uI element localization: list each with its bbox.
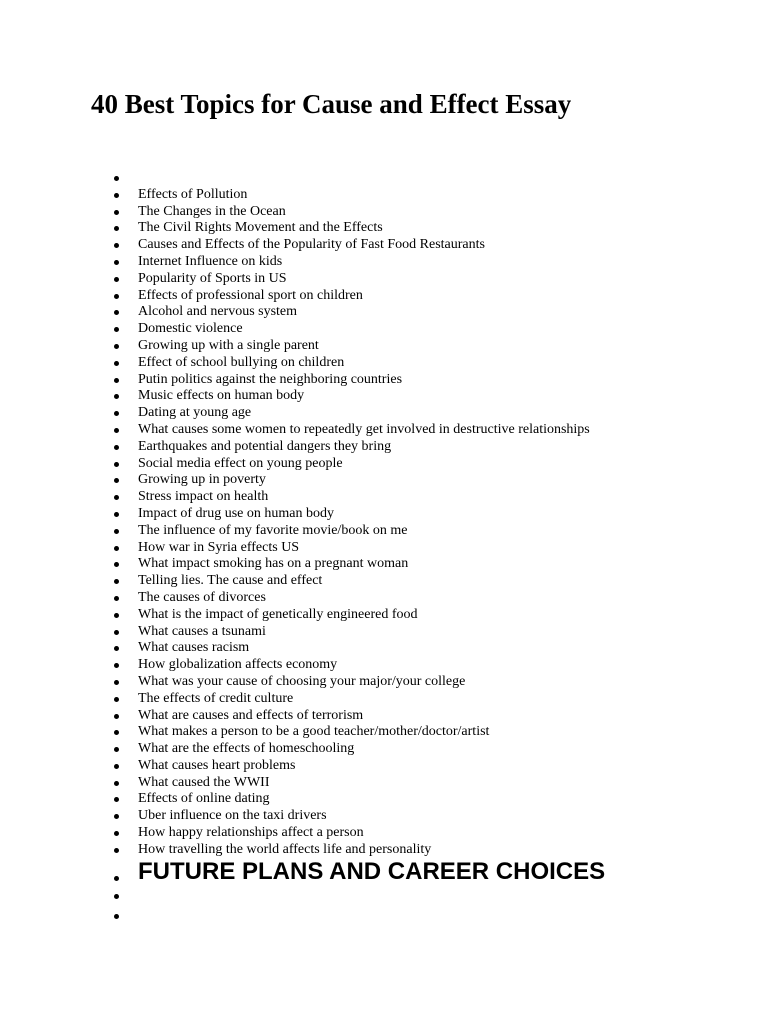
topic-text: Effects of online dating bbox=[138, 791, 270, 807]
bullet-icon bbox=[114, 294, 119, 299]
list-item bbox=[0, 724, 768, 741]
bullet-icon bbox=[114, 831, 119, 836]
bullet-icon bbox=[114, 327, 119, 332]
list-item bbox=[0, 271, 768, 288]
bullet-icon bbox=[114, 848, 119, 853]
list-item bbox=[0, 321, 768, 338]
bullet-icon bbox=[114, 814, 119, 819]
list-item bbox=[0, 472, 768, 489]
topic-text: What is the impact of genetically engineered food bbox=[138, 606, 418, 622]
bullet-icon bbox=[114, 646, 119, 651]
topic-text: Growing up with a single parent bbox=[138, 337, 319, 353]
list-item bbox=[0, 204, 768, 221]
bullet-icon bbox=[114, 428, 119, 433]
list-item bbox=[0, 405, 768, 422]
list-item bbox=[0, 791, 768, 808]
bullet-icon bbox=[114, 764, 119, 769]
list-item bbox=[0, 304, 768, 321]
bullet-icon bbox=[114, 747, 119, 752]
bullet-icon bbox=[114, 663, 119, 668]
list-item bbox=[0, 355, 768, 372]
bullet-icon bbox=[114, 797, 119, 802]
list-item bbox=[0, 170, 768, 187]
list-item bbox=[0, 708, 768, 725]
topic-text: Stress impact on health bbox=[138, 489, 269, 505]
topic-text: How globalization affects economy bbox=[138, 657, 338, 673]
bullet-icon bbox=[114, 730, 119, 735]
section-heading-item bbox=[0, 856, 768, 888]
list-item bbox=[0, 775, 768, 792]
list-item bbox=[0, 338, 768, 355]
bullet-icon bbox=[114, 512, 119, 517]
list-item bbox=[0, 187, 768, 204]
topic-text: What causes a tsunami bbox=[138, 623, 266, 639]
list-item bbox=[0, 288, 768, 305]
empty-list-item bbox=[0, 888, 768, 908]
page-title: 40 Best Topics for Cause and Effect Essay bbox=[91, 89, 572, 119]
bullet-icon bbox=[114, 714, 119, 719]
list-item bbox=[0, 372, 768, 389]
list-item bbox=[0, 556, 768, 573]
topic-text: Internet Influence on kids bbox=[138, 253, 283, 269]
bullet-icon bbox=[114, 680, 119, 685]
bullet-icon bbox=[114, 495, 119, 500]
list-item bbox=[0, 674, 768, 691]
topic-text: Dating at young age bbox=[138, 405, 252, 421]
topic-text: What makes a person to be a good teacher/mother/doctor/artist bbox=[138, 724, 490, 740]
bullet-icon bbox=[114, 914, 119, 919]
topic-text: What was your cause of choosing your major/your college bbox=[138, 673, 466, 689]
topic-text: Growing up in poverty bbox=[138, 472, 266, 488]
bullet-icon bbox=[114, 876, 119, 881]
empty-list-item bbox=[0, 908, 768, 928]
bullet-icon bbox=[114, 562, 119, 567]
bullet-icon bbox=[114, 411, 119, 416]
topic-text: The causes of divorces bbox=[138, 589, 266, 605]
bullet-icon bbox=[114, 529, 119, 534]
topic-text: Putin politics against the neighboring countries bbox=[138, 371, 403, 387]
list-item bbox=[0, 657, 768, 674]
list-item bbox=[0, 456, 768, 473]
list-item bbox=[0, 741, 768, 758]
topic-text: Causes and Effects of the Popularity of Fast Food Restaurants bbox=[138, 237, 485, 253]
topic-text: Music effects on human body bbox=[138, 388, 305, 404]
topic-text: What are the effects of homeschooling bbox=[138, 741, 355, 757]
list-item bbox=[0, 573, 768, 590]
list-item bbox=[0, 758, 768, 775]
topic-text: The Civil Rights Movement and the Effects bbox=[138, 220, 383, 236]
section-heading: FUTURE PLANS AND CAREER CHOICES bbox=[138, 858, 606, 885]
bullet-icon bbox=[114, 596, 119, 601]
bullet-icon bbox=[114, 462, 119, 467]
bullet-icon bbox=[114, 243, 119, 248]
topic-text: Popularity of Sports in US bbox=[138, 270, 287, 286]
topic-text: Earthquakes and potential dangers they bring bbox=[138, 438, 392, 454]
bullet-icon bbox=[114, 344, 119, 349]
topic-text: Effect of school bullying on children bbox=[138, 354, 345, 370]
bullet-icon bbox=[114, 546, 119, 551]
topic-text: How happy relationships affect a person bbox=[138, 825, 364, 841]
bullet-icon bbox=[114, 378, 119, 383]
topic-text: Effects of Pollution bbox=[138, 186, 248, 202]
bullet-icon bbox=[114, 781, 119, 786]
topic-text: Social media effect on young people bbox=[138, 455, 343, 471]
bullet-icon bbox=[114, 277, 119, 282]
bullet-icon bbox=[114, 260, 119, 265]
bullet-icon bbox=[114, 193, 119, 198]
topic-text: Telling lies. The cause and effect bbox=[138, 573, 323, 589]
topic-text: The effects of credit culture bbox=[138, 690, 294, 706]
topic-text: What impact smoking has on a pregnant woman bbox=[138, 556, 409, 572]
list-item bbox=[0, 439, 768, 456]
topic-text: Alcohol and nervous system bbox=[138, 304, 298, 320]
topic-text: What causes heart problems bbox=[138, 757, 296, 773]
topic-text: Domestic violence bbox=[138, 321, 243, 337]
list-item bbox=[0, 220, 768, 237]
bullet-icon bbox=[114, 176, 119, 181]
topic-text: How travelling the world affects life and personality bbox=[138, 841, 432, 857]
topic-text: Uber influence on the taxi drivers bbox=[138, 808, 327, 824]
list-item bbox=[0, 254, 768, 271]
list-item bbox=[0, 237, 768, 254]
bullet-icon bbox=[114, 630, 119, 635]
list-item bbox=[0, 808, 768, 825]
bullet-icon bbox=[114, 226, 119, 231]
bullet-icon bbox=[114, 613, 119, 618]
list-item bbox=[0, 607, 768, 624]
topic-text: What are causes and effects of terrorism bbox=[138, 707, 364, 723]
list-item bbox=[0, 825, 768, 842]
bullet-icon bbox=[114, 310, 119, 315]
section-list bbox=[0, 856, 768, 928]
topic-text: What causes some women to repeatedly get involved in destructive relationships bbox=[138, 421, 590, 437]
bullet-icon bbox=[114, 579, 119, 584]
topic-text: Effects of professional sport on children bbox=[138, 287, 363, 303]
bullet-icon bbox=[114, 445, 119, 450]
list-item bbox=[0, 540, 768, 557]
topic-text: What caused the WWII bbox=[138, 774, 270, 790]
list-item bbox=[0, 691, 768, 708]
list-item bbox=[0, 590, 768, 607]
list-item bbox=[0, 489, 768, 506]
list-item bbox=[0, 422, 768, 439]
topic-text: The influence of my favorite movie/book on me bbox=[138, 522, 408, 538]
list-item bbox=[0, 506, 768, 523]
bullet-icon bbox=[114, 478, 119, 483]
list-item bbox=[0, 624, 768, 641]
topic-text: What causes racism bbox=[138, 640, 250, 656]
list-item bbox=[0, 523, 768, 540]
bullet-icon bbox=[114, 210, 119, 215]
topic-text: How war in Syria effects US bbox=[138, 539, 300, 555]
topic-text: Impact of drug use on human body bbox=[138, 505, 334, 521]
list-item bbox=[0, 640, 768, 657]
topic-list bbox=[0, 170, 768, 859]
bullet-icon bbox=[114, 394, 119, 399]
topic-text: The Changes in the Ocean bbox=[138, 203, 286, 219]
bullet-icon bbox=[114, 697, 119, 702]
bullet-icon bbox=[114, 894, 119, 899]
bullet-icon bbox=[114, 361, 119, 366]
list-item bbox=[0, 388, 768, 405]
